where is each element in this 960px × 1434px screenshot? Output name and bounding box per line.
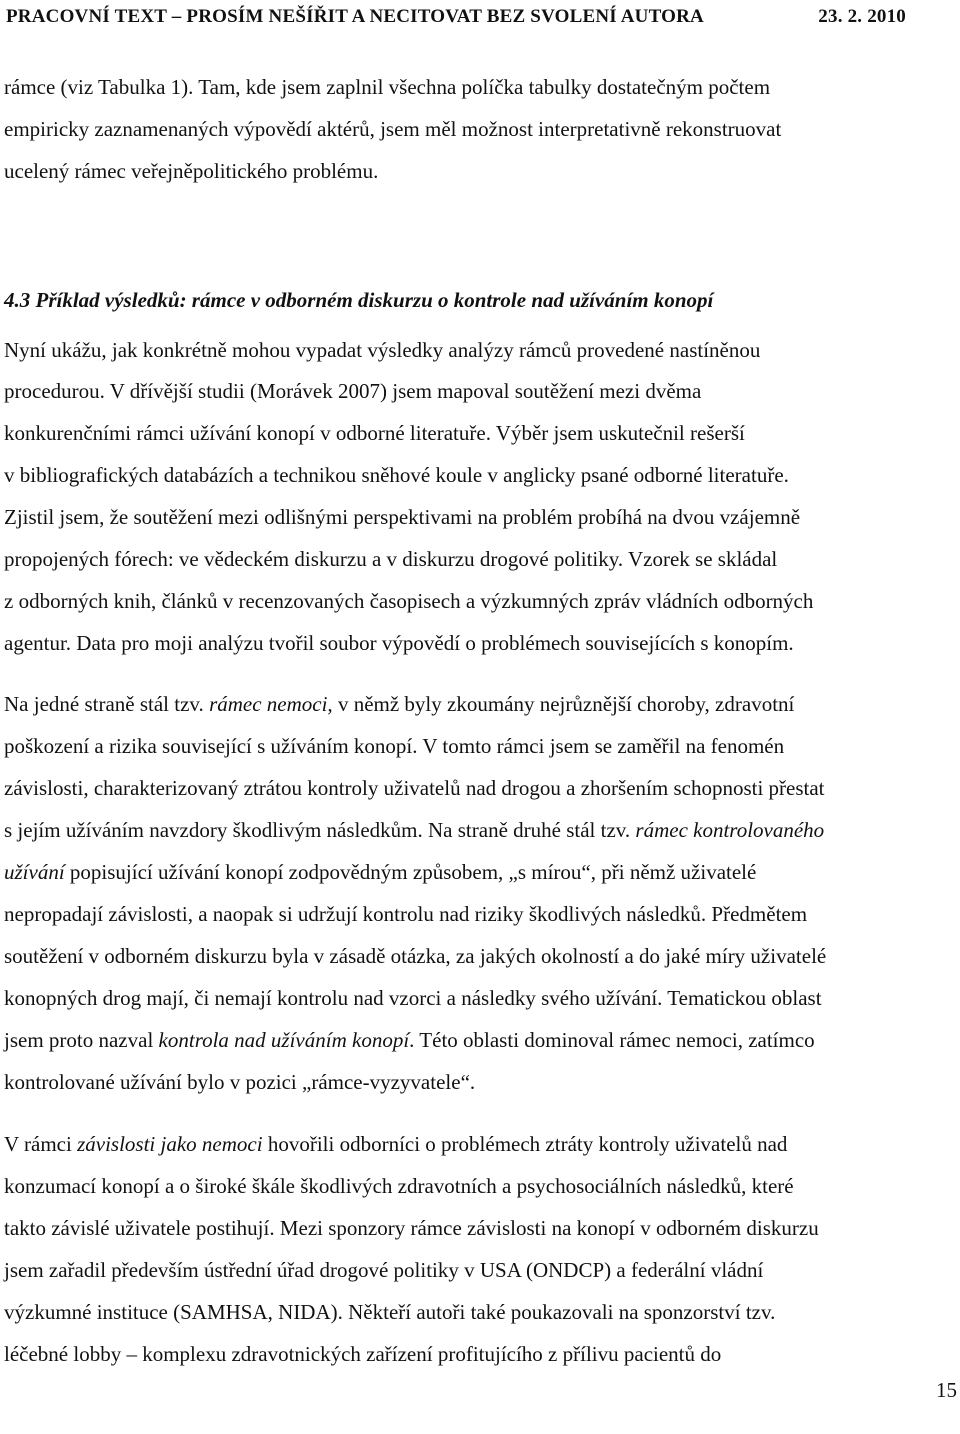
para2-text: jsem proto nazval [4, 1028, 159, 1052]
para3-text: V rámci [4, 1132, 78, 1156]
para2-line-3: závislosti, charakterizovaný ztrátou kontroly uživatelů nad drogou a zhoršením schopnosti přestat [4, 776, 825, 800]
para2-line-7: soutěžení v odborném diskurzu byla v zásadě otázka, za jakých okolností a do jaké míry uživatelé [4, 944, 827, 968]
page-number: 15 [936, 1378, 957, 1402]
para2-text: . Této oblasti dominoval rámec nemoci, zatímco [409, 1028, 815, 1052]
para1-line-3: konkurenčními rámci užívání konopí v odborné literatuře. Výběr jsem uskutečnil rešerší [4, 421, 745, 445]
para2-text: Na jedné straně stál tzv. [4, 692, 210, 716]
para3-line-4: jsem zařadil především ústřední úřad drogové politiky v USA (ONDCP) a federální vládní [4, 1258, 764, 1282]
para2-text: v němž byly zkoumány nejrůznější choroby, zdravotní [332, 692, 795, 716]
para2-emphasis: kontrola nad užíváním konopí [158, 1028, 410, 1052]
para2-line-9 [4, 1027, 815, 1053]
para2-text: popisující užívání konopí zodpovědným způsobem, „s mírou“, při němž uživatelé [64, 860, 757, 884]
para2-emphasis: rámec kontrolovaného [635, 818, 825, 842]
para3-emphasis: závislosti jako nemoci [77, 1132, 263, 1156]
intro-line-1: rámce (viz Tabulka 1). Tam, kde jsem zaplnil všechna políčka tabulky dostatečným počtem [4, 75, 771, 99]
para2-emphasis: užívání [4, 860, 65, 884]
para2-line-6: nepropadají závislosti, a naopak si udržují kontrolu nad riziky škodlivých následků. Předmětem [4, 902, 808, 926]
para1-line-6: propojených fórech: ve vědeckém diskurzu a v diskurzu drogové politiky. Vzorek se skládal [4, 547, 778, 571]
para2-line-4 [4, 817, 824, 843]
para2-line-8: konopných drog mají, či nemají kontrolu nad vzorci a následky svého užívání. Tematickou oblast [4, 986, 822, 1010]
section-heading: 4.3 Příklad výsledků: rámce v odborném diskurzu o kontrole nad užíváním konopí [4, 288, 714, 312]
para2-line-10: kontrolované užívání bylo v pozici „rámce-vyzyvatele“. [4, 1070, 476, 1094]
para3-line-2: konzumací konopí a o široké škále škodlivých zdravotních a psychosociálních následků, které [4, 1174, 794, 1198]
para3-text: hovořili odborníci o problémech ztráty kontroly uživatelů nad [262, 1132, 788, 1156]
para3-line-1 [4, 1131, 787, 1157]
header-title: PRACOVNÍ TEXT – PROSÍM NEŠÍŘIT A NECITOVAT BEZ SVOLENÍ AUTORA [6, 6, 704, 27]
intro-line-2: empiricky zaznamenaných výpovědí aktérů, jsem měl možnost interpretativně rekonstruovat [4, 117, 782, 141]
para2-line-1 [4, 691, 794, 717]
page-header [6, 6, 906, 28]
para3-line-6: léčebné lobby – komplexu zdravotnických zařízení profitujícího z přílivu pacientů do [4, 1342, 722, 1366]
para2-line-5 [4, 859, 756, 885]
para1-line-4: v bibliografických databázích a technikou sněhové koule v anglicky psané odborné literatuře. [4, 463, 789, 487]
para2-emphasis: rámec nemoci, [209, 692, 333, 716]
para1-line-2: procedurou. V dřívější studii (Morávek 2007) jsem mapoval soutěžení mezi dvěma [4, 379, 702, 403]
para2-line-2: poškození a rizika související s užíváním konopí. V tomto rámci jsem se zaměřil na fenomén [4, 734, 785, 758]
header-date: 23. 2. 2010 [818, 6, 906, 27]
para3-line-3: takto závislé uživatele postihují. Mezi sponzory rámce závislosti na konopí v odborném diskurzu [4, 1216, 819, 1240]
para1-line-8: agentur. Data pro moji analýzu tvořil soubor výpovědí o problémech souvisejících s konopím. [4, 631, 794, 655]
intro-line-3: ucelený rámec veřejněpolitického problému. [4, 159, 379, 183]
para3-line-5: výzkumné instituce (SAMHSA, NIDA). Někteří autoři také poukazovali na sponzorství tzv. [4, 1300, 776, 1324]
para1-line-1: Nyní ukážu, jak konkrétně mohou vypadat výsledky analýzy rámců provedené nastíněnou [4, 338, 761, 362]
para1-line-7: z odborných knih, článků v recenzovaných časopisech a výzkumných zpráv vládních odborných [4, 589, 814, 613]
para2-text: s jejím užíváním navzdory škodlivým následkům. Na straně druhé stál tzv. [4, 818, 636, 842]
para1-line-5: Zjistil jsem, že soutěžení mezi odlišnými perspektivami na problém probíhá na dvou vzájemně [4, 505, 801, 529]
